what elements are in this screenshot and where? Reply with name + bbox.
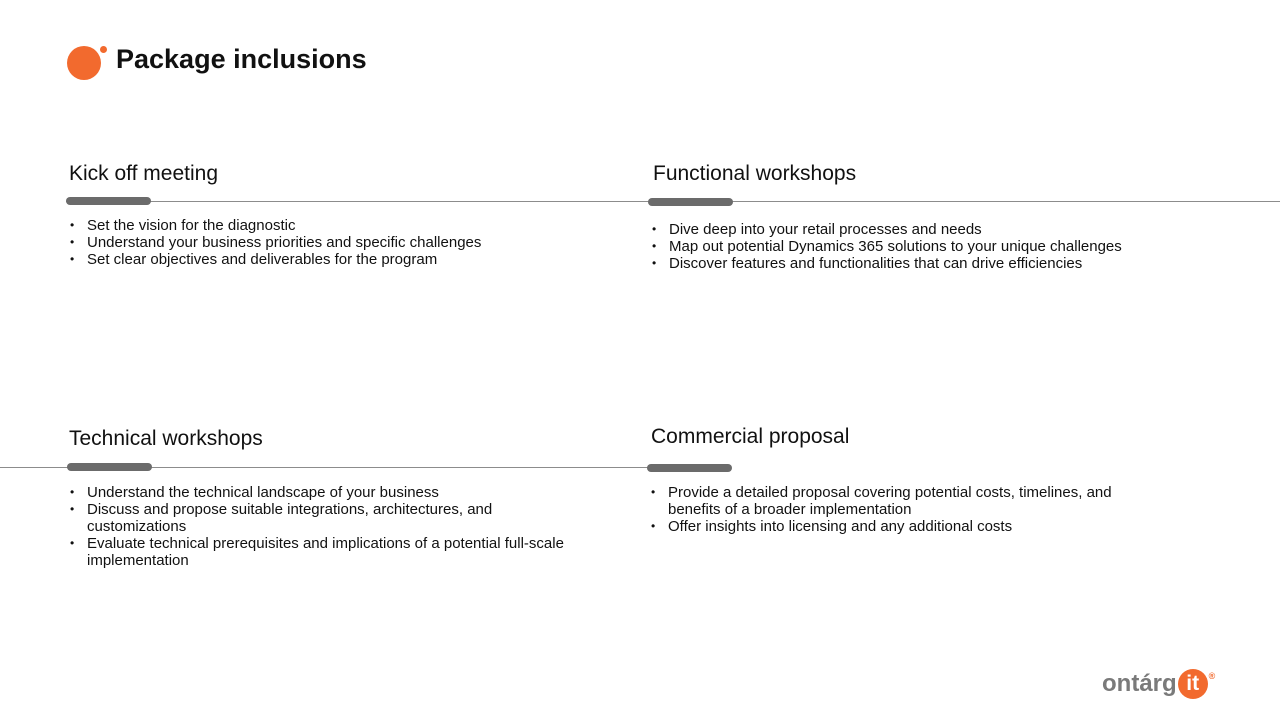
list-item: • Understand the technical landscape of your business [69, 484, 569, 501]
list-item: • Evaluate technical prerequisites and implications of a potential full-scale implementation [69, 535, 569, 569]
list-item: • Discuss and propose suitable integrations, architectures, and customizations [69, 501, 569, 535]
title-accent-small-dot [100, 46, 107, 53]
bullet-list-kickoff [69, 217, 589, 268]
brand-logo-badge: it [1178, 669, 1208, 699]
timeline-marker-functional [648, 198, 733, 206]
list-item: • Set the vision for the diagnostic [69, 217, 589, 234]
list-item: • Offer insights into licensing and any additional costs [650, 518, 1150, 535]
section-heading-technical: Technical workshops [69, 427, 263, 450]
list-item: • Map out potential Dynamics 365 solutions to your unique challenges [651, 238, 1211, 255]
timeline-marker-kickoff [66, 197, 151, 205]
list-item: • Set clear objectives and deliverables for the program [69, 251, 589, 268]
section-heading-commercial: Commercial proposal [651, 425, 850, 448]
bullet-list-functional [651, 221, 1211, 272]
brand-logo [1102, 668, 1215, 700]
list-item: • Provide a detailed proposal covering potential costs, timelines, and benefits of a broader implementation [650, 484, 1150, 518]
title-accent-dot [67, 46, 101, 80]
bullet-list-technical [69, 484, 569, 569]
list-item: • Discover features and functionalities that can drive efficiencies [651, 255, 1211, 272]
section-heading-functional: Functional workshops [653, 162, 857, 185]
bullet-list-commercial [650, 484, 1150, 535]
timeline-marker-commercial [647, 464, 732, 472]
brand-logo-text: ontárg [1102, 670, 1177, 697]
registered-mark: ® [1208, 671, 1216, 681]
section-heading-kickoff: Kick off meeting [69, 162, 219, 185]
list-item: • Understand your business priorities and specific challenges [69, 234, 589, 251]
timeline-marker-technical [67, 463, 152, 471]
page-title: Package inclusions [116, 44, 367, 74]
list-item: • Dive deep into your retail processes and needs [651, 221, 1211, 238]
